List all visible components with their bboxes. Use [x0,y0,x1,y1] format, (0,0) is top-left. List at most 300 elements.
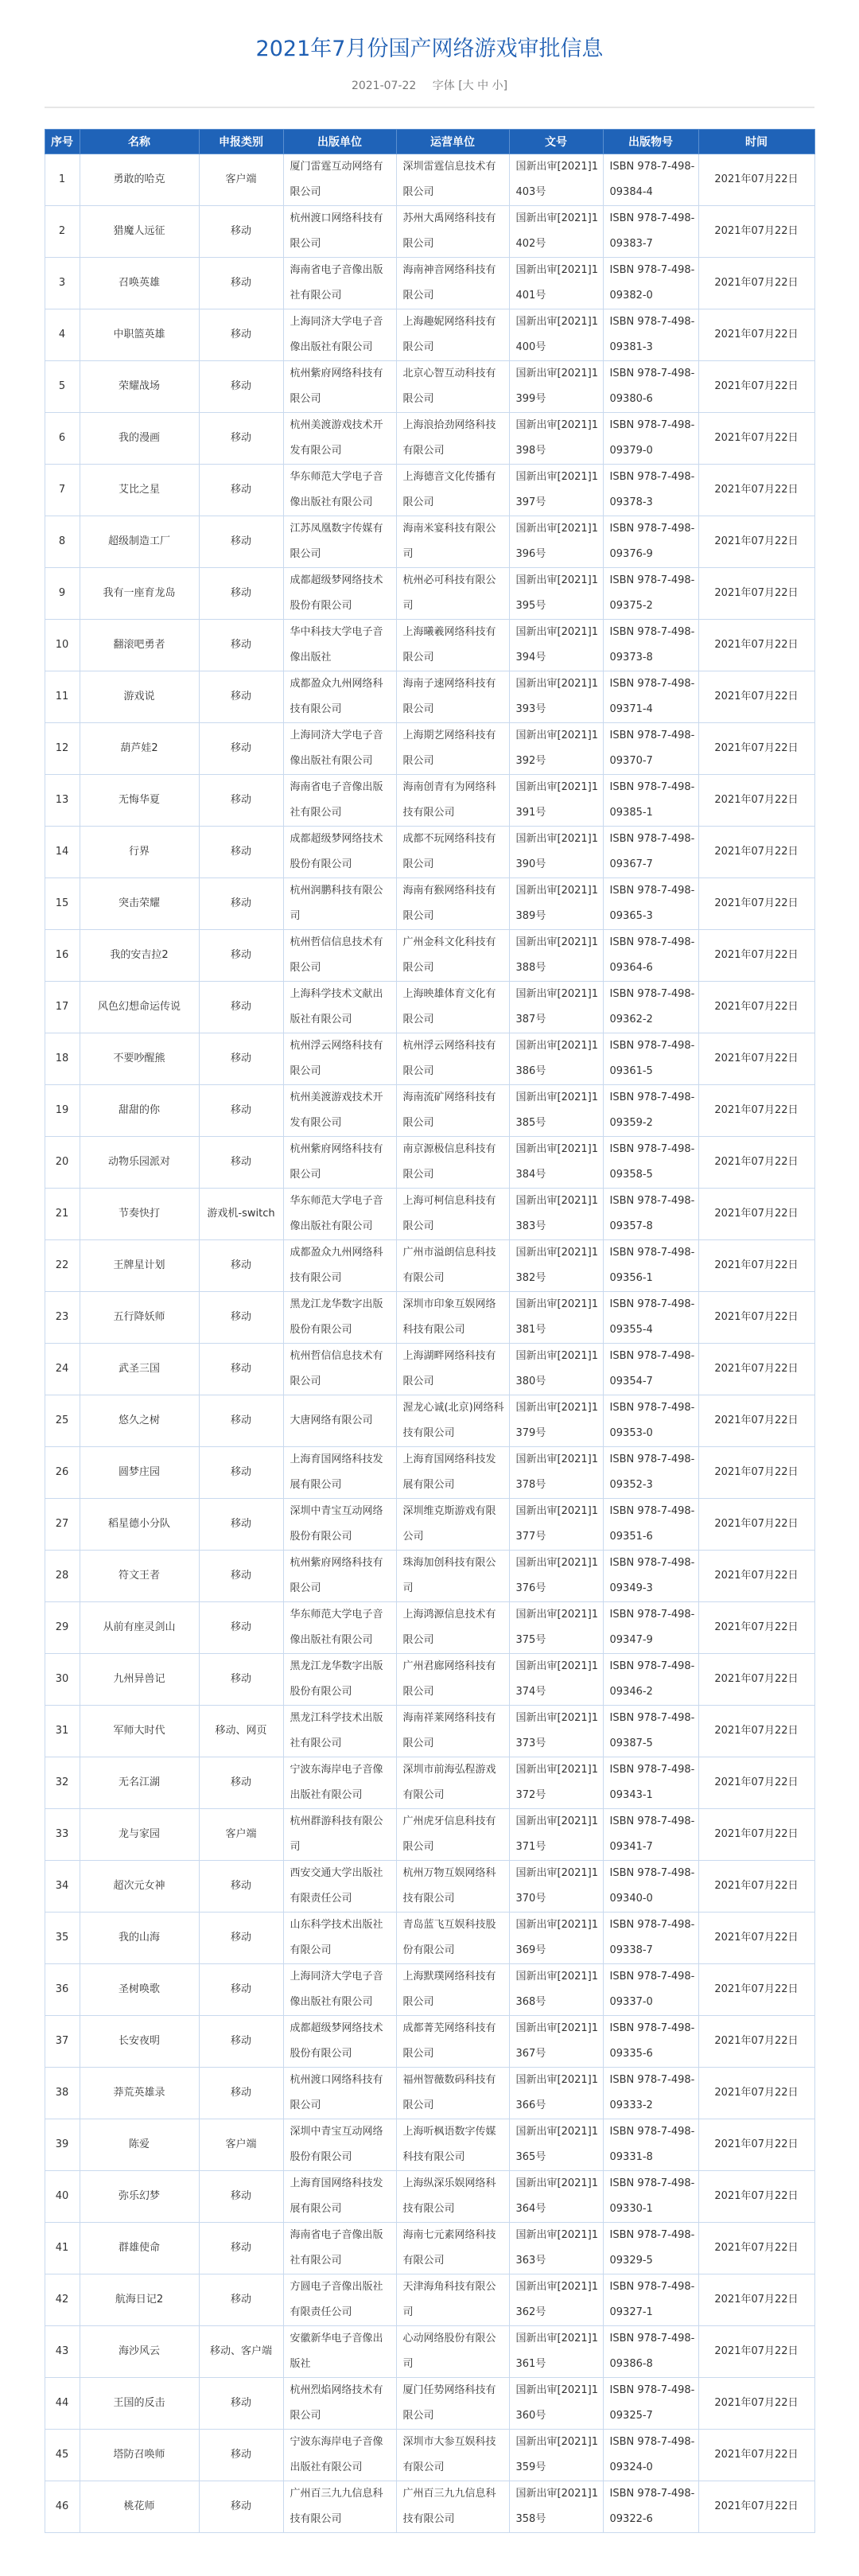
cell-date: 2021年07月22日 [698,568,814,620]
cell-date: 2021年07月22日 [698,1395,814,1447]
cell-category: 移动 [199,1913,283,1964]
cell-isbn: ISBN 978-7-498-09361-5 [603,1033,698,1085]
cell-index: 11 [45,671,80,723]
cell-isbn: ISBN 978-7-498-09365-3 [603,878,698,930]
table-row [45,2481,814,2533]
cell-category: 移动 [199,2481,283,2533]
cell-date: 2021年07月22日 [698,1809,814,1861]
cell-date: 2021年07月22日 [698,1240,814,1292]
cell-publisher: 黑龙江龙华数字出版股份有限公司 [283,1292,396,1344]
cell-operator: 上海鸿源信息技术有限公司 [396,1602,509,1654]
cell-index: 26 [45,1447,80,1499]
cell-publisher: 华中科技大学电子音像出版社 [283,620,396,671]
cell-name: 我的山海 [80,1913,199,1964]
cell-operator: 深圳雷霆信息技术有限公司 [396,154,509,206]
cell-publisher: 杭州渡口网络科技有限公司 [283,2068,396,2119]
cell-isbn: ISBN 978-7-498-09387-5 [603,1706,698,1757]
cell-category: 移动 [199,516,283,568]
table-row [45,361,814,413]
cell-approval-no: 国新出审[2021]1392号 [509,723,603,775]
cell-publisher: 黑龙江龙华数字出版股份有限公司 [283,1654,396,1706]
cell-publisher: 海南省电子音像出版社有限公司 [283,258,396,309]
table-row [45,154,814,206]
cell-operator: 上海湖畔网络科技有限公司 [396,1344,509,1395]
cell-publisher: 上海育国网络科技发展有限公司 [283,2171,396,2223]
cell-category: 移动 [199,309,283,361]
cell-category: 移动 [199,2171,283,2223]
cell-operator: 上海纵深乐娱网络科技有限公司 [396,2171,509,2223]
cell-operator: 广州百三九九信息科技有限公司 [396,2481,509,2533]
cell-index: 20 [45,1137,80,1189]
cell-publisher: 上海同济大学电子音像出版社有限公司 [283,309,396,361]
cell-operator: 上海曦羲网络科技有限公司 [396,620,509,671]
cell-publisher: 厦门雷霆互动网络有限公司 [283,154,396,206]
cell-approval-no: 国新出审[2021]1396号 [509,516,603,568]
table-row [45,1033,814,1085]
cell-isbn: ISBN 978-7-498-09337-0 [603,1964,698,2016]
cell-name: 超级制造工厂 [80,516,199,568]
cell-isbn: ISBN 978-7-498-09384-4 [603,154,698,206]
cell-date: 2021年07月22日 [698,2430,814,2481]
cell-approval-no: 国新出审[2021]1365号 [509,2119,603,2171]
table-row [45,2068,814,2119]
column-header-approval-no: 文号 [509,130,603,154]
cell-category: 移动 [199,1085,283,1137]
cell-operator: 深圳市大参互娱科技有限公司 [396,2430,509,2481]
cell-category: 移动 [199,568,283,620]
cell-date: 2021年07月22日 [698,1447,814,1499]
cell-operator: 成都菁芜网络科技有限公司 [396,2016,509,2068]
cell-isbn: ISBN 978-7-498-09364-6 [603,930,698,982]
cell-name: 无名江湖 [80,1757,199,1809]
cell-category: 移动 [199,723,283,775]
cell-date: 2021年07月22日 [698,878,814,930]
cell-operator: 上海听枫语数字传媒科技有限公司 [396,2119,509,2171]
table-row [45,413,814,465]
cell-name: 王国的反击 [80,2378,199,2430]
cell-approval-no: 国新出审[2021]1360号 [509,2378,603,2430]
cell-index: 45 [45,2430,80,2481]
column-header-index: 序号 [45,130,80,154]
cell-approval-no: 国新出审[2021]1387号 [509,982,603,1033]
cell-index: 38 [45,2068,80,2119]
cell-index: 35 [45,1913,80,1964]
table-row [45,775,814,827]
cell-operator: 厦门任势网络科技有限公司 [396,2378,509,2430]
cell-category: 移动 [199,827,283,878]
table-row [45,982,814,1033]
cell-approval-no: 国新出审[2021]1371号 [509,1809,603,1861]
cell-index: 28 [45,1551,80,1602]
cell-approval-no: 国新出审[2021]1369号 [509,1913,603,1964]
cell-date: 2021年07月22日 [698,2119,814,2171]
cell-approval-no: 国新出审[2021]1394号 [509,620,603,671]
cell-index: 41 [45,2223,80,2274]
cell-operator: 深圳市前海弘程游戏有限公司 [396,1757,509,1809]
cell-date: 2021年07月22日 [698,309,814,361]
cell-operator: 海南创青有为网络科技有限公司 [396,775,509,827]
cell-isbn: ISBN 978-7-498-09343-1 [603,1757,698,1809]
cell-index: 16 [45,930,80,982]
cell-date: 2021年07月22日 [698,465,814,516]
cell-approval-no: 国新出审[2021]1383号 [509,1189,603,1240]
cell-approval-no: 国新出审[2021]1382号 [509,1240,603,1292]
table-row [45,309,814,361]
cell-publisher: 杭州哲信信息技术有限公司 [283,930,396,982]
cell-category: 客户端 [199,2119,283,2171]
table-row [45,2171,814,2223]
table-row [45,465,814,516]
cell-isbn: ISBN 978-7-498-09327-1 [603,2274,698,2326]
cell-category: 移动 [199,2223,283,2274]
cell-index: 9 [45,568,80,620]
cell-category: 移动 [199,2016,283,2068]
cell-index: 24 [45,1344,80,1395]
cell-operator: 海南子速网络科技有限公司 [396,671,509,723]
cell-name: 无悔华夏 [80,775,199,827]
cell-category: 移动 [199,258,283,309]
table-row [45,1137,814,1189]
cell-name: 从前有座灵剑山 [80,1602,199,1654]
table-row [45,2430,814,2481]
table-row [45,1240,814,1292]
cell-isbn: ISBN 978-7-498-09324-0 [603,2430,698,2481]
cell-publisher: 黑龙江科学技术出版社有限公司 [283,1706,396,1757]
cell-date: 2021年07月22日 [698,2016,814,2068]
cell-operator: 苏州大禹网络科技有限公司 [396,206,509,258]
table-row [45,2274,814,2326]
table-row [45,1706,814,1757]
cell-name: 悠久之树 [80,1395,199,1447]
cell-approval-no: 国新出审[2021]1389号 [509,878,603,930]
cell-approval-no: 国新出审[2021]1358号 [509,2481,603,2533]
table-row [45,1861,814,1913]
cell-index: 25 [45,1395,80,1447]
cell-publisher: 海南省电子音像出版社有限公司 [283,2223,396,2274]
cell-category: 移动、网页 [199,1706,283,1757]
cell-isbn: ISBN 978-7-498-09367-7 [603,827,698,878]
cell-isbn: ISBN 978-7-498-09383-7 [603,206,698,258]
cell-isbn: ISBN 978-7-498-09325-7 [603,2378,698,2430]
cell-index: 14 [45,827,80,878]
cell-category: 移动 [199,1292,283,1344]
cell-publisher: 杭州群游科技有限公司 [283,1809,396,1861]
cell-operator: 福州智薇数码科技有限公司 [396,2068,509,2119]
table-row [45,2016,814,2068]
cell-approval-no: 国新出审[2021]1399号 [509,361,603,413]
cell-publisher: 杭州烈焰网络技术有限公司 [283,2378,396,2430]
table-row [45,827,814,878]
cell-name: 长安夜明 [80,2016,199,2068]
table-row [45,1551,814,1602]
cell-name: 圆梦庄园 [80,1447,199,1499]
cell-category: 移动 [199,206,283,258]
publish-date: 2021-07-22 [351,80,417,92]
cell-operator: 海南有猴网络科技有限公司 [396,878,509,930]
cell-operator: 海南七元素网络科技有限公司 [396,2223,509,2274]
cell-index: 3 [45,258,80,309]
cell-isbn: ISBN 978-7-498-09322-6 [603,2481,698,2533]
cell-name: 突击荣耀 [80,878,199,930]
cell-approval-no: 国新出审[2021]1359号 [509,2430,603,2481]
cell-index: 32 [45,1757,80,1809]
cell-category: 移动 [199,671,283,723]
cell-category: 移动 [199,2430,283,2481]
table-row [45,1395,814,1447]
cell-index: 6 [45,413,80,465]
cell-date: 2021年07月22日 [698,2068,814,2119]
table-row [45,1447,814,1499]
cell-publisher: 上海科学技术文献出版社有限公司 [283,982,396,1033]
cell-index: 42 [45,2274,80,2326]
cell-name: 符文王者 [80,1551,199,1602]
cell-index: 40 [45,2171,80,2223]
cell-category: 移动 [199,1654,283,1706]
cell-approval-no: 国新出审[2021]1375号 [509,1602,603,1654]
cell-publisher: 杭州紫府网络科技有限公司 [283,361,396,413]
cell-name: 我的漫画 [80,413,199,465]
table-row [45,2378,814,2430]
cell-operator: 杭州必可科技有限公司 [396,568,509,620]
cell-date: 2021年07月22日 [698,930,814,982]
cell-approval-no: 国新出审[2021]1364号 [509,2171,603,2223]
cell-operator: 上海趣妮网络科技有限公司 [396,309,509,361]
cell-index: 17 [45,982,80,1033]
cell-isbn: ISBN 978-7-498-09352-3 [603,1447,698,1499]
cell-category: 移动 [199,1447,283,1499]
cell-date: 2021年07月22日 [698,775,814,827]
cell-date: 2021年07月22日 [698,1085,814,1137]
cell-isbn: ISBN 978-7-498-09349-3 [603,1551,698,1602]
table-row [45,1344,814,1395]
cell-publisher: 广州百三九九信息科技有限公司 [283,2481,396,2533]
cell-publisher: 上海同济大学电子音像出版社有限公司 [283,1964,396,2016]
cell-name: 节奏快打 [80,1189,199,1240]
cell-isbn: ISBN 978-7-498-09346-2 [603,1654,698,1706]
cell-index: 30 [45,1654,80,1706]
cell-isbn: ISBN 978-7-498-09351-6 [603,1499,698,1551]
cell-isbn: ISBN 978-7-498-09333-2 [603,2068,698,2119]
cell-approval-no: 国新出审[2021]1398号 [509,413,603,465]
cell-operator: 天津海角科技有限公司 [396,2274,509,2326]
table-row [45,1602,814,1654]
table-row [45,1189,814,1240]
cell-name: 动物乐园派对 [80,1137,199,1189]
cell-index: 15 [45,878,80,930]
cell-name: 勇敢的哈克 [80,154,199,206]
cell-publisher: 西安交通大学出版社有限责任公司 [283,1861,396,1913]
cell-isbn: ISBN 978-7-498-09330-1 [603,2171,698,2223]
cell-approval-no: 国新出审[2021]1376号 [509,1551,603,1602]
table-row [45,723,814,775]
cell-category: 移动 [199,413,283,465]
cell-isbn: ISBN 978-7-498-09370-7 [603,723,698,775]
cell-publisher: 深圳中青宝互动网络股份有限公司 [283,2119,396,2171]
cell-publisher: 安徽新华电子音像出版社 [283,2326,396,2378]
cell-index: 21 [45,1189,80,1240]
table-row [45,620,814,671]
cell-publisher: 上海育国网络科技发展有限公司 [283,1447,396,1499]
cell-name: 葫芦娃2 [80,723,199,775]
cell-category: 移动 [199,1757,283,1809]
cell-publisher: 杭州渡口网络科技有限公司 [283,206,396,258]
font-size-switcher[interactable]: 字体 [大 中 小] [432,80,508,92]
cell-publisher: 宁波东海岸电子音像出版社有限公司 [283,1757,396,1809]
cell-index: 1 [45,154,80,206]
cell-isbn: ISBN 978-7-498-09347-9 [603,1602,698,1654]
cell-index: 13 [45,775,80,827]
cell-date: 2021年07月22日 [698,2223,814,2274]
cell-date: 2021年07月22日 [698,1861,814,1913]
cell-publisher: 深圳中青宝互动网络股份有限公司 [283,1499,396,1551]
cell-date: 2021年07月22日 [698,1292,814,1344]
cell-index: 7 [45,465,80,516]
table-row [45,2223,814,2274]
cell-isbn: ISBN 978-7-498-09340-0 [603,1861,698,1913]
cell-isbn: ISBN 978-7-498-09359-2 [603,1085,698,1137]
cell-publisher: 大唐网络有限公司 [283,1395,396,1447]
cell-publisher: 海南省电子音像出版社有限公司 [283,775,396,827]
cell-index: 33 [45,1809,80,1861]
cell-approval-no: 国新出审[2021]1377号 [509,1499,603,1551]
cell-approval-no: 国新出审[2021]1384号 [509,1137,603,1189]
cell-operator: 广州市溢朗信息科技有限公司 [396,1240,509,1292]
table-row [45,878,814,930]
cell-index: 37 [45,2016,80,2068]
cell-approval-no: 国新出审[2021]1402号 [509,206,603,258]
cell-index: 31 [45,1706,80,1757]
column-header-category: 申报类别 [199,130,283,154]
cell-isbn: ISBN 978-7-498-09373-8 [603,620,698,671]
cell-category: 移动 [199,620,283,671]
cell-index: 18 [45,1033,80,1085]
cell-date: 2021年07月22日 [698,1189,814,1240]
cell-category: 移动 [199,1344,283,1395]
table-row [45,671,814,723]
cell-publisher: 成都超级梦网络技术股份有限公司 [283,568,396,620]
cell-publisher: 方圆电子音像出版社有限责任公司 [283,2274,396,2326]
cell-publisher: 华东师范大学电子音像出版社有限公司 [283,1602,396,1654]
cell-operator: 上海可柯信息科技有限公司 [396,1189,509,1240]
cell-isbn: ISBN 978-7-498-09379-0 [603,413,698,465]
cell-index: 19 [45,1085,80,1137]
cell-operator: 杭州万物互娱网络科技有限公司 [396,1861,509,1913]
cell-name: 武圣三国 [80,1344,199,1395]
cell-approval-no: 国新出审[2021]1390号 [509,827,603,878]
cell-date: 2021年07月22日 [698,258,814,309]
cell-index: 34 [45,1861,80,1913]
cell-index: 22 [45,1240,80,1292]
cell-index: 46 [45,2481,80,2533]
cell-category: 移动 [199,878,283,930]
cell-category: 移动 [199,1964,283,2016]
cell-date: 2021年07月22日 [698,1602,814,1654]
cell-isbn: ISBN 978-7-498-09335-6 [603,2016,698,2068]
cell-category: 移动 [199,1861,283,1913]
cell-name: 龙与家园 [80,1809,199,1861]
cell-category: 移动 [199,775,283,827]
cell-date: 2021年07月22日 [698,1137,814,1189]
cell-index: 44 [45,2378,80,2430]
cell-name: 荣耀战场 [80,361,199,413]
cell-approval-no: 国新出审[2021]1385号 [509,1085,603,1137]
cell-approval-no: 国新出审[2021]1378号 [509,1447,603,1499]
cell-operator: 成都不玩网络科技有限公司 [396,827,509,878]
table-row [45,1964,814,2016]
cell-approval-no: 国新出审[2021]1381号 [509,1292,603,1344]
cell-operator: 上海浪拾劲网络科技有限公司 [396,413,509,465]
cell-date: 2021年07月22日 [698,2481,814,2533]
cell-category: 移动 [199,1551,283,1602]
cell-isbn: ISBN 978-7-498-09375-2 [603,568,698,620]
cell-index: 2 [45,206,80,258]
table-row [45,1499,814,1551]
cell-name: 艾比之星 [80,465,199,516]
cell-date: 2021年07月22日 [698,413,814,465]
cell-operator: 杭州浮云网络科技有限公司 [396,1033,509,1085]
cell-name: 猎魔人远征 [80,206,199,258]
cell-approval-no: 国新出审[2021]1380号 [509,1344,603,1395]
cell-isbn: ISBN 978-7-498-09381-3 [603,309,698,361]
cell-name: 王牌星计划 [80,1240,199,1292]
cell-name: 塔防召唤师 [80,2430,199,2481]
cell-category: 游戏机-switch [199,1189,283,1240]
cell-approval-no: 国新出审[2021]1391号 [509,775,603,827]
cell-publisher: 山东科学技术出版社有限公司 [283,1913,396,1964]
cell-name: 陈爱 [80,2119,199,2171]
cell-date: 2021年07月22日 [698,2171,814,2223]
cell-date: 2021年07月22日 [698,1913,814,1964]
column-header-publisher: 出版单位 [283,130,396,154]
cell-index: 36 [45,1964,80,2016]
cell-approval-no: 国新出审[2021]1374号 [509,1654,603,1706]
cell-approval-no: 国新出审[2021]1400号 [509,309,603,361]
cell-name: 圣树唤歌 [80,1964,199,2016]
cell-operator: 深圳维克斯游戏有限公司 [396,1499,509,1551]
cell-name: 九州异兽记 [80,1654,199,1706]
cell-isbn: ISBN 978-7-498-09357-8 [603,1189,698,1240]
cell-approval-no: 国新出审[2021]1370号 [509,1861,603,1913]
cell-category: 移动 [199,1137,283,1189]
cell-date: 2021年07月22日 [698,2378,814,2430]
cell-approval-no: 国新出审[2021]1386号 [509,1033,603,1085]
cell-name: 甜甜的你 [80,1085,199,1137]
cell-approval-no: 国新出审[2021]1362号 [509,2274,603,2326]
cell-date: 2021年07月22日 [698,982,814,1033]
cell-operator: 海南米宴科技有限公司 [396,516,509,568]
cell-index: 23 [45,1292,80,1344]
cell-category: 移动 [199,361,283,413]
cell-publisher: 上海同济大学电子音像出版社有限公司 [283,723,396,775]
cell-isbn: ISBN 978-7-498-09329-5 [603,2223,698,2274]
cell-name: 召唤英雄 [80,258,199,309]
cell-isbn: ISBN 978-7-498-09356-1 [603,1240,698,1292]
cell-name: 军师大时代 [80,1706,199,1757]
cell-operator: 深圳市印象互娱网络科技有限公司 [396,1292,509,1344]
cell-date: 2021年07月22日 [698,516,814,568]
cell-index: 27 [45,1499,80,1551]
cell-name: 我的安吉拉2 [80,930,199,982]
cell-publisher: 宁波东海岸电子音像出版社有限公司 [283,2430,396,2481]
table-row [45,516,814,568]
cell-date: 2021年07月22日 [698,2326,814,2378]
cell-operator: 渥龙心诚(北京)网络科技有限公司 [396,1395,509,1447]
cell-isbn: ISBN 978-7-498-09331-8 [603,2119,698,2171]
cell-index: 10 [45,620,80,671]
cell-operator: 上海育国网络科技发展有限公司 [396,1447,509,1499]
cell-name: 群雄使命 [80,2223,199,2274]
table-row [45,1292,814,1344]
